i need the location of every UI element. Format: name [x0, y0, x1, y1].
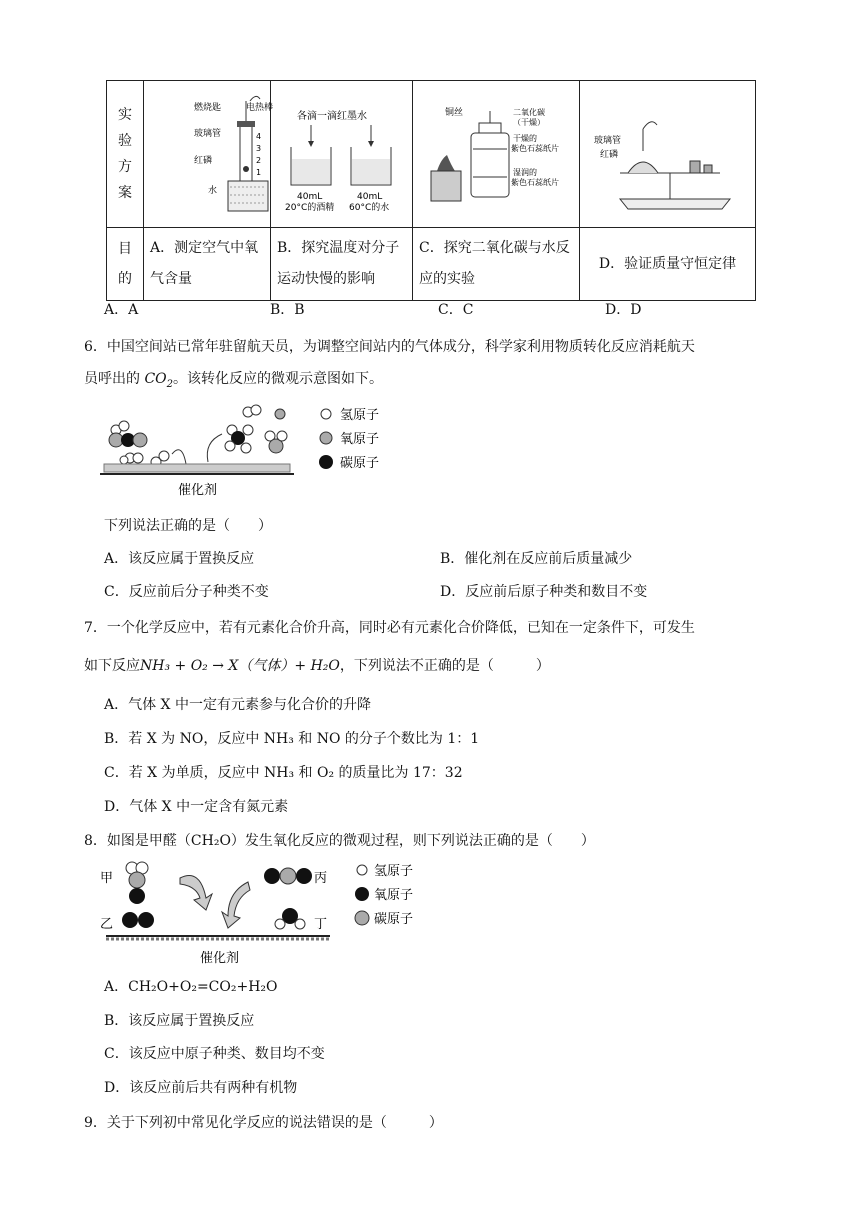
q8-catalyst-label: 催化剂 — [200, 951, 240, 966]
figure-d-balance — [580, 81, 755, 223]
svg-text:氧原子: 氧原子 — [374, 888, 414, 903]
q7-stem-line1: 7．一个化学反应中，若有元素化合价升高，同时必有元素化合价降低，已知在一定条件下，可发生 — [84, 620, 695, 636]
svg-text:40mL: 40mL — [297, 192, 323, 202]
q6-option-b[interactable]: B．催化剂在反应前后质量减少 — [440, 551, 633, 567]
svg-text:氢原子: 氢原子 — [340, 408, 380, 423]
goal-d: D．验证质量守恒定律 — [580, 228, 756, 301]
row-label-goal: 目 的 — [107, 228, 144, 301]
hydrogen-atom-icon — [357, 865, 367, 875]
q8-option-c[interactable]: C．该反应中原子种类、数目均不变 — [104, 1046, 325, 1062]
svg-text:3: 3 — [256, 144, 262, 153]
q7-stem-line2: 如下反应NH₃ + O₂ → X（气体）+ H₂O，下列说法不正确的是（ ） — [84, 658, 550, 674]
q6-catalyst-surface — [104, 464, 290, 472]
svg-text:氧原子: 氧原子 — [340, 432, 380, 447]
oxygen-atom-icon — [320, 432, 332, 444]
carbon-atom-icon — [319, 455, 333, 469]
svg-text:玻璃管: 玻璃管 — [194, 129, 222, 139]
svg-text:20°C的酒精: 20°C的酒精 — [285, 203, 335, 213]
q6-catalyst-label: 催化剂 — [178, 483, 218, 498]
svg-text:燃烧匙: 燃烧匙 — [194, 103, 222, 113]
svg-text:电热棒: 电热棒 — [246, 103, 274, 113]
svg-text:丙: 丙 — [314, 871, 328, 886]
experiment-table — [106, 80, 756, 301]
q6-option-d[interactable]: D．反应前后原子种类和数目不变 — [440, 584, 648, 600]
svg-text:干燥的: 干燥的 — [513, 134, 537, 143]
svg-text:红磷: 红磷 — [194, 156, 213, 166]
svg-text:水: 水 — [208, 186, 218, 196]
svg-text:甲: 甲 — [100, 871, 114, 886]
q7-option-a[interactable]: A．气体 X 中一定有元素参与化合价的升降 — [104, 697, 371, 713]
svg-text:各滴一滴红墨水: 各滴一滴红墨水 — [297, 111, 367, 122]
oxygen-atom-icon — [355, 887, 369, 901]
svg-text:（干燥）: （干燥） — [513, 118, 545, 127]
svg-text:丁: 丁 — [314, 917, 328, 932]
q5-option-a[interactable]: A．A — [104, 302, 139, 318]
svg-text:紫色石蕊纸片: 紫色石蕊纸片 — [511, 144, 559, 153]
q6-micro-diagram — [100, 402, 420, 502]
svg-text:40mL: 40mL — [357, 192, 383, 202]
q6-option-c[interactable]: C．反应前后分子种类不变 — [104, 584, 269, 600]
figure-a-cell — [144, 81, 274, 228]
goal-c: C．探究二氧化碳与水反应的实验 — [413, 228, 580, 301]
svg-text:2: 2 — [256, 156, 262, 165]
q8-option-a[interactable]: A．CH₂O+O₂=CO₂+H₂O — [104, 979, 278, 995]
q5-option-c[interactable]: C．C — [438, 302, 474, 318]
q6-prompt: 下列说法正确的是（ ） — [104, 518, 272, 534]
carbon-atom-icon — [355, 911, 369, 925]
svg-text:60°C的水: 60°C的水 — [349, 203, 390, 213]
row-label-scheme: 实 验 方 案 — [107, 81, 144, 228]
figure-d-cell — [580, 81, 756, 228]
q9-stem: 9．关于下列初中常见化学反应的说法错误的是（ ） — [84, 1115, 443, 1131]
q5-option-b[interactable]: B．B — [270, 302, 305, 318]
q7-option-c[interactable]: C．若 X 为单质，反应中 NH₃ 和 O₂ 的质量比为 17：32 — [104, 765, 463, 781]
q8-stem: 8．如图是甲醛（CH₂O）发生氧化反应的微观过程，则下列说法正确的是（ ） — [84, 833, 595, 849]
hydrogen-atom-icon — [321, 409, 331, 419]
q8-option-b[interactable]: B．该反应属于置换反应 — [104, 1013, 255, 1029]
figure-c-cell — [413, 81, 580, 228]
svg-text:碳原子: 碳原子 — [374, 912, 414, 927]
figure-b-beakers — [271, 81, 412, 223]
svg-text:氢原子: 氢原子 — [374, 864, 414, 879]
figure-b-cell — [271, 81, 413, 228]
q6-molecules — [109, 405, 287, 467]
svg-text:乙: 乙 — [100, 917, 114, 932]
svg-text:湿润的: 湿润的 — [513, 168, 537, 177]
q6-stem-line2: 员呼出的 $CO_2$。该转化反应的微观示意图如下。 — [84, 371, 384, 390]
svg-text:二氧化碳: 二氧化碳 — [513, 108, 545, 117]
svg-text:1: 1 — [256, 168, 262, 177]
figure-c-co2-bottle — [413, 81, 579, 223]
figure-a-apparatus — [144, 81, 274, 223]
q7-option-b[interactable]: B．若 X 为 NO，反应中 NH₃ 和 NO 的分子个数比为 1：1 — [104, 731, 480, 747]
q5-option-d[interactable]: D．D — [605, 302, 642, 318]
svg-text:4: 4 — [256, 132, 262, 141]
svg-text:铜丝: 铜丝 — [445, 108, 464, 118]
q6-stem-line1: 6．中国空间站已常年驻留航天员，为调整空间站内的气体成分，科学家利用物质转化反应消耗航天 — [84, 339, 695, 355]
svg-text:玻璃管: 玻璃管 — [594, 136, 622, 146]
goal-b: B．探究温度对分子运动快慢的影响 — [271, 228, 413, 301]
svg-text:碳原子: 碳原子 — [340, 456, 380, 471]
goal-a: A．测定空气中氧气含量 — [144, 228, 271, 301]
svg-text:红磷: 红磷 — [600, 150, 619, 160]
q8-micro-diagram — [100, 858, 430, 970]
q7-option-d[interactable]: D．气体 X 中一定含有氮元素 — [104, 799, 289, 815]
q6-option-a[interactable]: A．该反应属于置换反应 — [104, 551, 255, 567]
svg-text:紫色石蕊纸片: 紫色石蕊纸片 — [511, 178, 559, 187]
q8-option-d[interactable]: D．该反应前后共有两种有机物 — [104, 1080, 298, 1096]
